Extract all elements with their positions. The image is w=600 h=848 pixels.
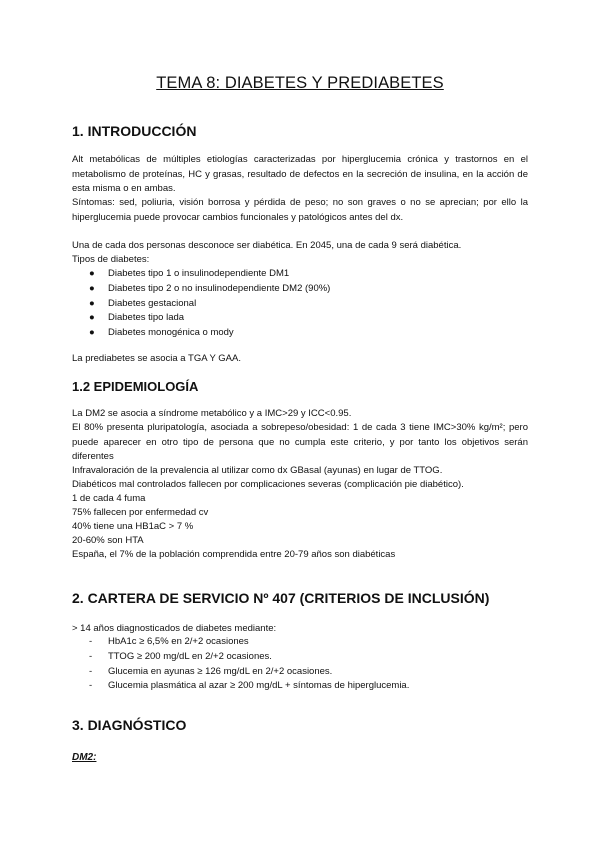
section-heading-introduccion: 1. INTRODUCCIÓN: [72, 123, 197, 139]
subsection-label-dm2: DM2:: [72, 752, 97, 763]
list-item: ● Diabetes tipo lada: [89, 312, 185, 324]
section-heading-diagnostico: 3. DIAGNÓSTICO: [72, 717, 187, 733]
epi-line-3: Infravaloración de la prevalencia al utilizar como dx GBasal (ayunas) en lugar de TTOG.: [72, 465, 443, 476]
epi-paragraph-2: El 80% presenta pluripatología, asociada a sobrepeso/obesidad: 1 de cada 3 tiene IMC>30% kg/m²; pero puede aparecer en otro tipo de persona que no cumpla este criterio, y por tanto los objetivos serán diferentes: [72, 422, 528, 462]
intro-paragraph: Alt metabólicas de múltiples etiologías caracterizadas por hiperglucemia crónica y trastornos en el metabolismo de proteínas, HC y grasas, resultado de defectos en la secreción de insulina, en la acción de esta misma o en ambas.: [72, 154, 528, 194]
types-label: Tipos de diabetes:: [72, 254, 150, 265]
bullet-icon: ●: [89, 327, 95, 339]
epi-line-5: 1 de cada 4 fuma: [72, 493, 146, 504]
section-heading-epidemiologia: 1.2 EPIDEMIOLOGÍA: [72, 379, 199, 394]
bullet-icon: ●: [89, 297, 95, 309]
diabetes-types-list: [72, 268, 330, 342]
criteria-list: [72, 636, 409, 695]
list-item: ● Diabetes tipo 2 o no insulinodependiente DM2 (90%): [89, 282, 331, 294]
page-title: TEMA 8: DIABETES Y PREDIABETES: [156, 74, 444, 92]
bullet-icon: ●: [89, 312, 95, 324]
list-item: - HbA1c ≥ 6,5% en 2/+2 ocasiones: [89, 636, 249, 647]
bullet-icon: ●: [89, 282, 95, 294]
epi-line-8: 20-60% son HTA: [72, 535, 144, 546]
list-item: - Glucemia plasmática al azar ≥ 200 mg/dL + síntomas de hiperglucemia.: [89, 680, 410, 692]
epi-line-4: Diabéticos mal controlados fallecen por complicaciones severas (complicación pie diabético).: [72, 479, 464, 490]
epi-line-6: 75% fallecen por enfermedad cv: [72, 507, 209, 518]
list-item: ● Diabetes monogénica o mody: [89, 327, 234, 339]
section-heading-cartera: 2. CARTERA DE SERVICIO Nº 407 (CRITERIOS DE INCLUSIÓN): [72, 590, 490, 606]
symptoms-paragraph: Síntomas: sed, poliuria, visión borrosa y pérdida de peso; no son graves o no se aprecian; por ello la hiperglucemia puede provocar cambios funcionales y patológicos antes del dx.: [72, 197, 528, 223]
list-item: ● Diabetes tipo 1 o insulinodependiente DM1: [89, 268, 290, 279]
epi-line-7: 40% tiene una HB1aC > 7 %: [72, 521, 194, 532]
list-item: - TTOG ≥ 200 mg/dL en 2/+2 ocasiones.: [89, 650, 272, 662]
cartera-intro: > 14 años diagnosticados de diabetes mediante:: [72, 623, 277, 634]
list-item: ● Diabetes gestacional: [89, 297, 197, 309]
epi-line-1: La DM2 se asocia a síndrome metabólico y a IMC>29 y ICC<0.95.: [72, 408, 352, 419]
prevalence-line: Una de cada dos personas desconoce ser diabética. En 2045, una de cada 9 será diabética.: [72, 240, 462, 251]
epi-line-9: España, el 7% de la población comprendida entre 20-79 años son diabéticas: [72, 549, 396, 560]
prediabetes-line: La prediabetes se asocia a TGA Y GAA.: [72, 353, 241, 364]
bullet-icon: ●: [89, 268, 95, 279]
list-item: - Glucemia en ayunas ≥ 126 mg/dL en 2/+2 ocasiones.: [89, 665, 333, 677]
